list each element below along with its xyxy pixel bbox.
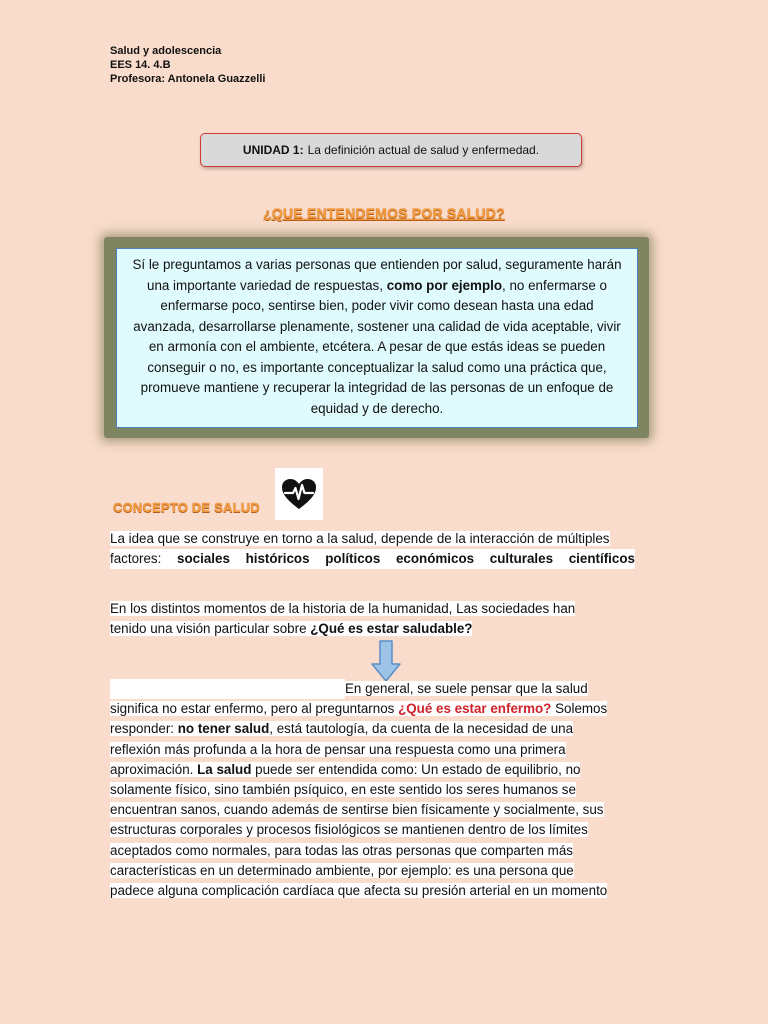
factors-label: factores: — [110, 551, 162, 567]
factor-item: económicos — [395, 551, 475, 567]
factor-item: políticos — [325, 551, 381, 567]
school-class: EES 14. 4.B — [110, 59, 171, 71]
no-health-term: no tener salud — [177, 721, 270, 737]
definition-line10: características en un determinado ambiente, por ejemplo: es una persona que — [110, 862, 574, 878]
paragraph-history — [110, 599, 658, 639]
paragraph-definition — [110, 679, 658, 901]
intro-text-box — [116, 248, 638, 428]
definition-line6: solamente físico, sino también psíquico, en este sentido los seres humanos se — [110, 782, 576, 798]
definition-line1: En general, se suele pensar que la salud — [345, 681, 588, 696]
definition-line11: padece alguna complicación cardíaca que afecta su presión arterial en un momento — [110, 883, 608, 899]
factor-item: históricos — [245, 551, 310, 567]
unit-label: UNIDAD 1: — [242, 143, 304, 157]
intro-frame — [104, 237, 649, 438]
history-line1: En los distintos momentos de la historia de la humanidad, Las sociedades han — [110, 601, 576, 616]
definition-line7: encuentran sanos, cuando además de sentirse bien físicamente y socialmente, sus — [110, 802, 604, 818]
factors-line2 — [110, 549, 635, 569]
factor-item: científicos — [568, 551, 635, 567]
down-arrow-icon — [370, 640, 402, 682]
course-name: Salud y adolescencia — [110, 45, 222, 57]
sick-question: ¿Qué es estar enfermo? — [398, 701, 552, 717]
teacher-name: Profesora: Antonela Guazzelli — [110, 73, 266, 85]
definition-line8: estructuras corporales y procesos fisiológicos se mantienen dentro de los límites — [110, 822, 588, 838]
definition-line3-start: responder: — [110, 721, 178, 737]
healthy-question: ¿Qué es estar saludable? — [310, 621, 473, 637]
history-line2: tenido una visión particular sobre — [110, 621, 311, 637]
definition-line3-end: , está tautología, da cuenta de la necesidad de una — [269, 721, 574, 737]
definition-line5-start: aproximación. — [110, 761, 198, 777]
intro-text-bold: como por ejemplo — [386, 277, 503, 293]
unit-text: La definición actual de salud y enfermedad. — [307, 143, 540, 157]
definition-line2-start: significa no estar enfermo, pero al preguntarnos — [110, 701, 399, 717]
unit-title-box — [200, 133, 582, 167]
concept-title: CONCEPTO DE SALUD — [113, 500, 260, 515]
heartbeat-icon — [275, 468, 323, 520]
factors-line1: La idea que se construye en torno a la salud, depende de la interacción de múltiples — [110, 531, 610, 546]
definition-line9: aceptados como normales, para todas las otras personas que comparten más — [110, 842, 573, 858]
factor-item: culturales — [489, 551, 554, 567]
factor-item: sociales — [177, 551, 230, 567]
definition-line5-end: puede ser entendida como: Un estado de equilibrio, no — [251, 761, 581, 777]
intro-text-part1: Sí le preguntamos a varias personas que entienden por salud, seguramente harán una importante variedad de respuestas, — [132, 257, 622, 293]
document-header — [110, 44, 265, 86]
health-term: La salud — [197, 761, 252, 777]
paragraph-factors — [110, 529, 658, 569]
intro-text-part2: , no enfermarse o enfermarse poco, sentirse bien, poder vivir como desean hasta una edad avanzada, desarrollarse plenamente, sostener una calidad de vida aceptable, vivir en armonía con el ambiente, etcétera. A pesar de que estás ideas se pueden conseguir o no, es importante conceptualizar la salud como una práctica que, promueve mantiene y recuperar la integridad de las personas de un enfoque de equidad y de derecho. — [133, 277, 621, 416]
definition-line4: reflexión más profunda a la hora de pensar una respuesta como una primera — [110, 741, 566, 757]
definition-line2-end: Solemos — [551, 701, 608, 717]
question-title: ¿QUE ENTENDEMOS POR SALUD? — [263, 205, 505, 221]
